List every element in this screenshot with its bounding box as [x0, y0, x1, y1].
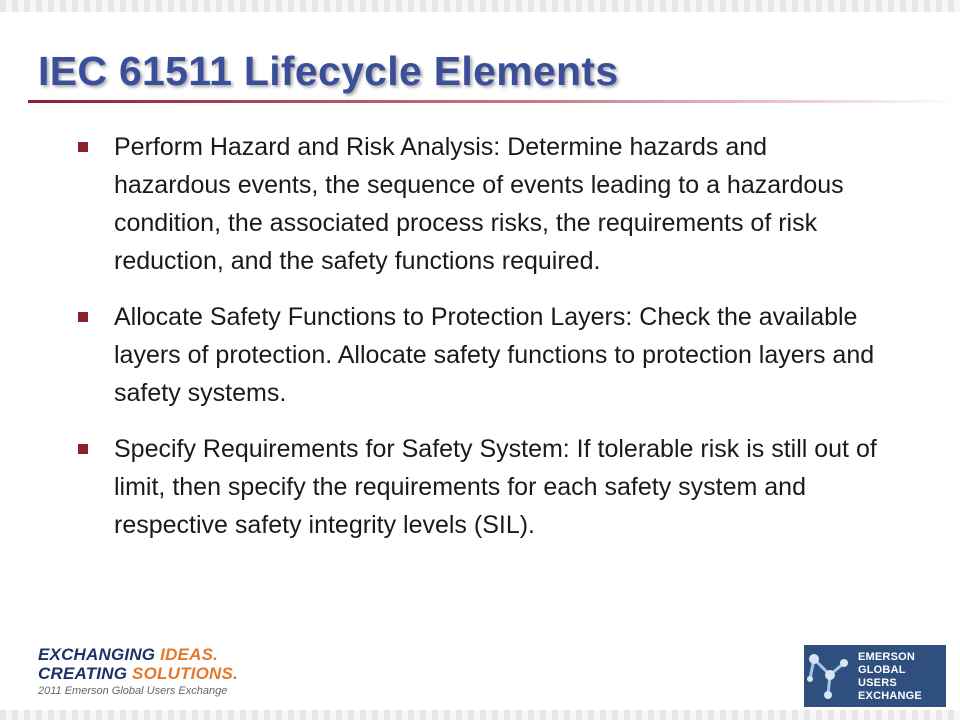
bullet-text: Perform Hazard and Risk Analysis: Determine hazards and hazardous events, the sequence of events leading to a hazardous condition, the associated process risks, the requirements of risk reduction, and the safety functions required. [114, 133, 844, 275]
logo-text-solutions: SOLUTIONS. [132, 664, 238, 683]
badge-line: GLOBAL [858, 664, 906, 676]
slide-title: IEC 61511 Lifecycle Elements [38, 48, 619, 94]
logo-text-ideas: IDEAS. [160, 645, 219, 664]
logo-text-exchanging: EXCHANGING [38, 645, 161, 664]
logo-line-1 [38, 645, 298, 664]
bullet-text: Specify Requirements for Safety System: If tolerable risk is still out of limit, then specify the requirements for each safety system and respective safety integrity levels (SIL). [114, 435, 877, 539]
badge-line: USERS [858, 677, 897, 689]
bullet-item [78, 128, 878, 280]
badge-line: EMERSON [858, 651, 916, 663]
bullet-list [78, 128, 878, 562]
badge-text [856, 645, 922, 707]
logo-text-creating: CREATING [38, 664, 133, 683]
emerson-global-users-exchange-badge [804, 645, 946, 707]
badge-line: EXCHANGE [858, 690, 922, 702]
bullet-item [78, 430, 878, 544]
title-divider [28, 100, 960, 103]
exchanging-ideas-logo [38, 645, 298, 697]
square-bullet-icon [78, 312, 88, 322]
top-decorative-stripe [0, 0, 960, 12]
logo-line-2 [38, 664, 298, 683]
logo-subtitle: 2011 Emerson Global Users Exchange [38, 685, 228, 697]
bullet-text: Allocate Safety Functions to Protection Layers: Check the available layers of protection. Allocate safety functions to protection layers and safety systems. [114, 303, 875, 407]
emerson-molecule-icon [804, 645, 856, 707]
square-bullet-icon [78, 444, 88, 454]
bottom-decorative-stripe [0, 710, 960, 720]
bullet-item [78, 298, 878, 412]
square-bullet-icon [78, 142, 88, 152]
